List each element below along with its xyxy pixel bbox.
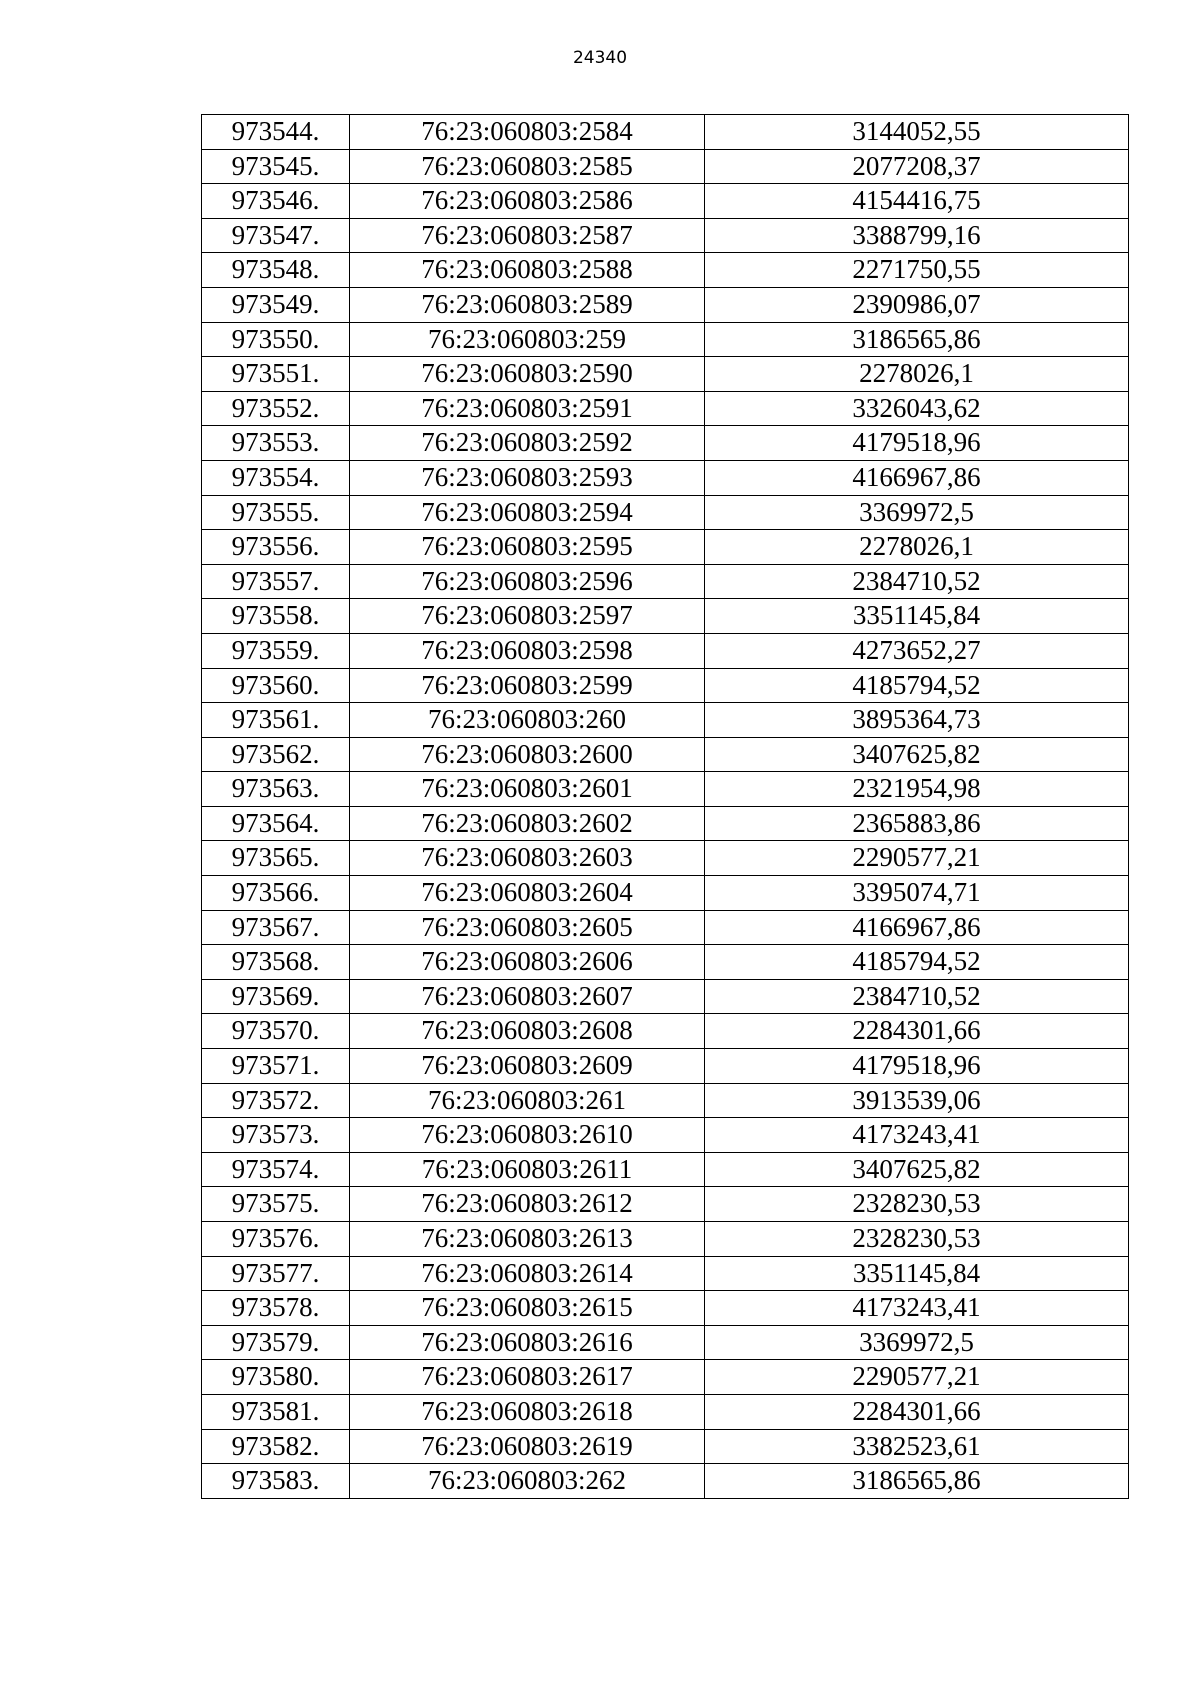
cadastral-number-cell: 76:23:060803:2596: [350, 564, 705, 599]
row-number-cell: 973553.: [202, 426, 350, 461]
table-row: [202, 633, 1129, 668]
row-number-cell: 973572.: [202, 1083, 350, 1118]
value-cell: 2290577,21: [705, 1360, 1129, 1395]
cadastral-number-cell: 76:23:060803:2613: [350, 1222, 705, 1257]
row-number-cell: 973547.: [202, 218, 350, 253]
table-row: [202, 1083, 1129, 1118]
cadastral-number-cell: 76:23:060803:2614: [350, 1256, 705, 1291]
table-row: [202, 287, 1129, 322]
row-number-cell: 973557.: [202, 564, 350, 599]
cadastral-number-cell: 76:23:060803:2589: [350, 287, 705, 322]
cadastral-number-cell: 76:23:060803:2608: [350, 1014, 705, 1049]
value-cell: 2328230,53: [705, 1222, 1129, 1257]
cadastral-number-cell: 76:23:060803:2602: [350, 806, 705, 841]
value-cell: 2328230,53: [705, 1187, 1129, 1222]
table-row: [202, 391, 1129, 426]
value-cell: 4273652,27: [705, 633, 1129, 668]
table-row: [202, 668, 1129, 703]
row-number-cell: 973545.: [202, 149, 350, 184]
cadastral-number-cell: 76:23:060803:2606: [350, 945, 705, 980]
row-number-cell: 973550.: [202, 322, 350, 357]
cadastral-number-cell: 76:23:060803:2611: [350, 1152, 705, 1187]
value-cell: 2284301,66: [705, 1394, 1129, 1429]
table-row: [202, 184, 1129, 219]
row-number-cell: 973579.: [202, 1325, 350, 1360]
table-row: [202, 1394, 1129, 1429]
value-cell: 2077208,37: [705, 149, 1129, 184]
cadastral-number-cell: 76:23:060803:2610: [350, 1118, 705, 1153]
cadastral-number-cell: 76:23:060803:2619: [350, 1429, 705, 1464]
table-row: [202, 1014, 1129, 1049]
row-number-cell: 973578.: [202, 1291, 350, 1326]
row-number-cell: 973544.: [202, 115, 350, 150]
value-cell: 2271750,55: [705, 253, 1129, 288]
table-row: [202, 703, 1129, 738]
table-row: [202, 1222, 1129, 1257]
cadastral-number-cell: 76:23:060803:2591: [350, 391, 705, 426]
table-row: [202, 841, 1129, 876]
cadastral-number-cell: 76:23:060803:2617: [350, 1360, 705, 1395]
table-row: [202, 495, 1129, 530]
table-row: [202, 599, 1129, 634]
cadastral-number-cell: 76:23:060803:2599: [350, 668, 705, 703]
row-number-cell: 973581.: [202, 1394, 350, 1429]
row-number-cell: 973571.: [202, 1049, 350, 1084]
cadastral-number-cell: 76:23:060803:2585: [350, 149, 705, 184]
row-number-cell: 973551.: [202, 357, 350, 392]
value-cell: 4179518,96: [705, 426, 1129, 461]
value-cell: 3326043,62: [705, 391, 1129, 426]
cadastral-number-cell: 76:23:060803:2598: [350, 633, 705, 668]
table-row: [202, 945, 1129, 980]
row-number-cell: 973549.: [202, 287, 350, 322]
row-number-cell: 973583.: [202, 1464, 350, 1499]
table-row: [202, 737, 1129, 772]
cadastral-number-cell: 76:23:060803:2605: [350, 910, 705, 945]
cadastral-number-cell: 76:23:060803:2603: [350, 841, 705, 876]
value-cell: 3913539,06: [705, 1083, 1129, 1118]
value-cell: 4185794,52: [705, 668, 1129, 703]
row-number-cell: 973563.: [202, 772, 350, 807]
value-cell: 2290577,21: [705, 841, 1129, 876]
cadastral-number-cell: 76:23:060803:260: [350, 703, 705, 738]
cadastral-number-cell: 76:23:060803:2601: [350, 772, 705, 807]
row-number-cell: 973558.: [202, 599, 350, 634]
row-number-cell: 973556.: [202, 530, 350, 565]
table-row: [202, 460, 1129, 495]
row-number-cell: 973570.: [202, 1014, 350, 1049]
value-cell: 3369972,5: [705, 495, 1129, 530]
row-number-cell: 973546.: [202, 184, 350, 219]
table-row: [202, 1291, 1129, 1326]
table-row: [202, 1187, 1129, 1222]
value-cell: 2278026,1: [705, 357, 1129, 392]
value-cell: 2278026,1: [705, 530, 1129, 565]
table-row: [202, 1464, 1129, 1499]
cadastral-number-cell: 76:23:060803:2604: [350, 876, 705, 911]
row-number-cell: 973559.: [202, 633, 350, 668]
value-cell: 4166967,86: [705, 460, 1129, 495]
cadastral-number-cell: 76:23:060803:2597: [350, 599, 705, 634]
table-row: [202, 218, 1129, 253]
cadastral-number-cell: 76:23:060803:2607: [350, 979, 705, 1014]
table-row: [202, 876, 1129, 911]
value-cell: 3186565,86: [705, 1464, 1129, 1499]
cadastral-number-cell: 76:23:060803:2584: [350, 115, 705, 150]
row-number-cell: 973554.: [202, 460, 350, 495]
table-row: [202, 1325, 1129, 1360]
cadastral-number-cell: 76:23:060803:2588: [350, 253, 705, 288]
row-number-cell: 973575.: [202, 1187, 350, 1222]
value-cell: 3186565,86: [705, 322, 1129, 357]
cadastral-number-cell: 76:23:060803:2586: [350, 184, 705, 219]
cadastral-number-cell: 76:23:060803:2612: [350, 1187, 705, 1222]
table-row: [202, 322, 1129, 357]
row-number-cell: 973568.: [202, 945, 350, 980]
cadastral-number-cell: 76:23:060803:2600: [350, 737, 705, 772]
table-row: [202, 1049, 1129, 1084]
value-cell: 4179518,96: [705, 1049, 1129, 1084]
cadastral-number-cell: 76:23:060803:2618: [350, 1394, 705, 1429]
value-cell: 3382523,61: [705, 1429, 1129, 1464]
table-row: [202, 1152, 1129, 1187]
value-cell: 3369972,5: [705, 1325, 1129, 1360]
row-number-cell: 973567.: [202, 910, 350, 945]
value-cell: 3351145,84: [705, 599, 1129, 634]
table-row: [202, 1360, 1129, 1395]
table-row: [202, 1118, 1129, 1153]
row-number-cell: 973555.: [202, 495, 350, 530]
cadastral-number-cell: 76:23:060803:2592: [350, 426, 705, 461]
table-row: [202, 426, 1129, 461]
value-cell: 2390986,07: [705, 287, 1129, 322]
table-row: [202, 979, 1129, 1014]
registry-table-body: [202, 115, 1129, 1499]
table-row: [202, 115, 1129, 150]
row-number-cell: 973582.: [202, 1429, 350, 1464]
row-number-cell: 973574.: [202, 1152, 350, 1187]
table-row: [202, 1256, 1129, 1291]
value-cell: 4173243,41: [705, 1291, 1129, 1326]
row-number-cell: 973569.: [202, 979, 350, 1014]
page-number: 24340: [572, 48, 628, 68]
value-cell: 3388799,16: [705, 218, 1129, 253]
cadastral-number-cell: 76:23:060803:2593: [350, 460, 705, 495]
value-cell: 2384710,52: [705, 564, 1129, 599]
value-cell: 2284301,66: [705, 1014, 1129, 1049]
row-number-cell: 973552.: [202, 391, 350, 426]
value-cell: 3351145,84: [705, 1256, 1129, 1291]
row-number-cell: 973560.: [202, 668, 350, 703]
cadastral-number-cell: 76:23:060803:262: [350, 1464, 705, 1499]
value-cell: 2384710,52: [705, 979, 1129, 1014]
table-row: [202, 253, 1129, 288]
cadastral-number-cell: 76:23:060803:261: [350, 1083, 705, 1118]
value-cell: 2321954,98: [705, 772, 1129, 807]
cadastral-number-cell: 76:23:060803:2615: [350, 1291, 705, 1326]
value-cell: 3144052,55: [705, 115, 1129, 150]
cadastral-number-cell: 76:23:060803:2616: [350, 1325, 705, 1360]
value-cell: 4154416,75: [705, 184, 1129, 219]
row-number-cell: 973573.: [202, 1118, 350, 1153]
row-number-cell: 973566.: [202, 876, 350, 911]
value-cell: 4166967,86: [705, 910, 1129, 945]
row-number-cell: 973577.: [202, 1256, 350, 1291]
table-row: [202, 564, 1129, 599]
row-number-cell: 973548.: [202, 253, 350, 288]
row-number-cell: 973565.: [202, 841, 350, 876]
table-row: [202, 772, 1129, 807]
table-row: [202, 806, 1129, 841]
table-row: [202, 910, 1129, 945]
cadastral-number-cell: 76:23:060803:2595: [350, 530, 705, 565]
value-cell: 4173243,41: [705, 1118, 1129, 1153]
row-number-cell: 973576.: [202, 1222, 350, 1257]
value-cell: 3407625,82: [705, 737, 1129, 772]
cadastral-number-cell: 76:23:060803:2590: [350, 357, 705, 392]
cadastral-number-cell: 76:23:060803:2587: [350, 218, 705, 253]
row-number-cell: 973580.: [202, 1360, 350, 1395]
value-cell: 2365883,86: [705, 806, 1129, 841]
value-cell: 3395074,71: [705, 876, 1129, 911]
row-number-cell: 973562.: [202, 737, 350, 772]
row-number-cell: 973561.: [202, 703, 350, 738]
registry-table: [201, 114, 1129, 1499]
value-cell: 3895364,73: [705, 703, 1129, 738]
cadastral-number-cell: 76:23:060803:2594: [350, 495, 705, 530]
cadastral-number-cell: 76:23:060803:259: [350, 322, 705, 357]
value-cell: 3407625,82: [705, 1152, 1129, 1187]
row-number-cell: 973564.: [202, 806, 350, 841]
table-row: [202, 530, 1129, 565]
table-row: [202, 357, 1129, 392]
cadastral-number-cell: 76:23:060803:2609: [350, 1049, 705, 1084]
value-cell: 4185794,52: [705, 945, 1129, 980]
table-row: [202, 149, 1129, 184]
table-row: [202, 1429, 1129, 1464]
